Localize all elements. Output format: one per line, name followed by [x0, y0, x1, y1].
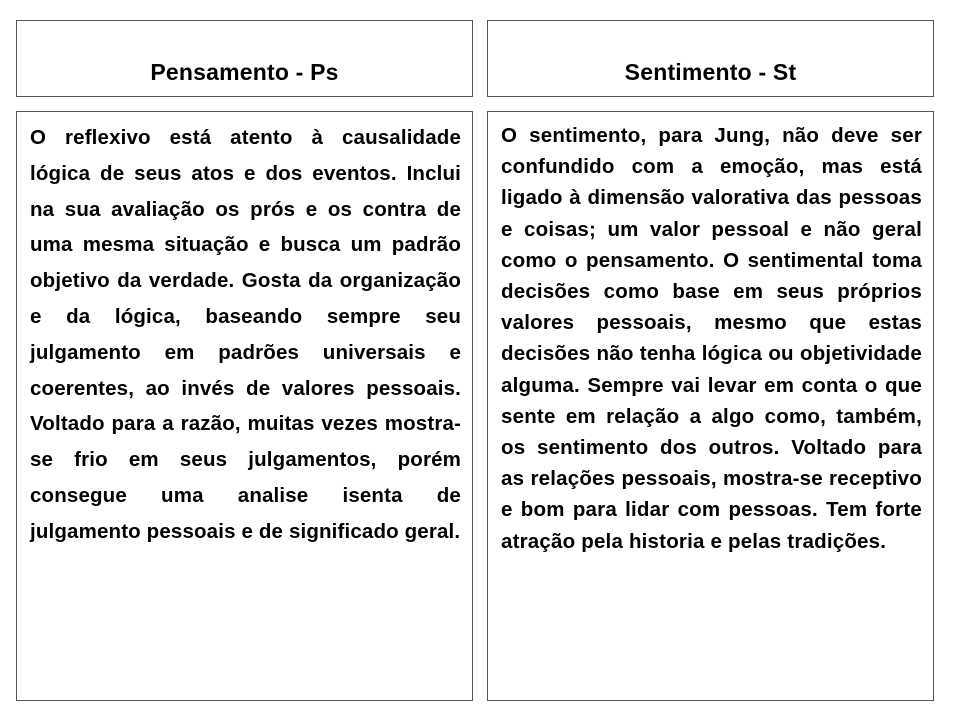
- left-header-box: [16, 20, 473, 97]
- right-title: Sentimento - St: [624, 59, 797, 85]
- left-body-text: O reflexivo está atento à causalidade lógica de seus atos e dos eventos. Inclui na sua avaliação os prós e os contra de uma mesma situação e busca um padrão objetivo da verdade. Gosta da organização e da lógica, baseando sempre seu julgamento em padrões universais e coerentes, ao invés de valores pessoais. Voltado para a razão, muitas vezes mostra-se frio em seus julgamentos, porém consegue uma analise isenta de julgamento pessoais e de significado geral.: [30, 126, 461, 543]
- right-body-box: [487, 111, 934, 701]
- left-body-box: [16, 111, 473, 701]
- left-title: Pensamento - Ps: [150, 59, 339, 85]
- right-header-box: [487, 20, 934, 97]
- right-body-text: O sentimento, para Jung, não deve ser confundido com a emoção, mas está ligado à dimensão valorativa das pessoas e coisas; um valor pessoal e não geral como o pensamento. O sentimental toma decisões como base em seus próprios valores pessoais, mesmo que estas decisões não tenha lógica ou objetividade alguma. Sempre vai levar em conta o que sente em relação a algo como, também, os sentimento dos outros. Voltado para as relações pessoais, mostra-se receptivo e bom para lidar com pessoas. Tem forte atração pela historia e pelas tradições.: [501, 124, 922, 553]
